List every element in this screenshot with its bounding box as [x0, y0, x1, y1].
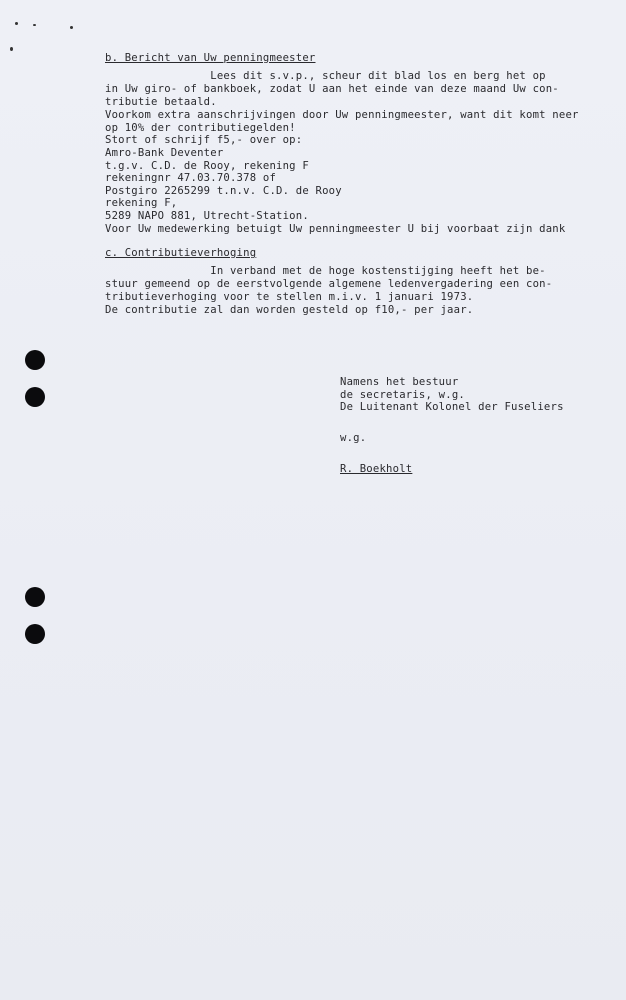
- section-b-line: Amro-Bank Deventer: [105, 147, 224, 159]
- section-b-line: Postgiro 2265299 t.n.v. C.D. de Rooy: [105, 185, 342, 197]
- section-b-line: op 10% der contributiegelden!: [105, 122, 296, 134]
- punch-hole: [25, 587, 45, 607]
- section-b-line: Voor Uw medewerking betuigt Uw penningmeester U bij voorbaat zijn dank: [105, 223, 566, 235]
- section-c-line: tributieverhoging voor te stellen m.i.v. 1 januari 1973.: [105, 291, 474, 303]
- signature-name: R. Boekholt: [340, 463, 413, 475]
- section-b-line: Voorkom extra aanschrijvingen door Uw penningmeester, want dit komt neer: [105, 109, 579, 121]
- section-b-line: Stort of schrijf f5,- over op:: [105, 134, 303, 146]
- section-b-heading: b. Bericht van Uw penningmeester: [105, 52, 316, 64]
- ink-speck: [70, 26, 73, 29]
- signature-wg: w.g.: [340, 432, 367, 444]
- section-b-line: rekeningnr 47.03.70.378 of: [105, 172, 277, 184]
- signature-line: Namens het bestuur: [340, 376, 459, 388]
- section-c-heading: c. Contributieverhoging: [105, 247, 257, 259]
- section-b-line: rekening F,: [105, 197, 178, 209]
- section-c-line: stuur gemeend op de eerstvolgende algemene ledenvergadering een con-: [105, 278, 553, 290]
- section-c-line: De contributie zal dan worden gesteld op f10,- per jaar.: [105, 304, 474, 316]
- signature-line: De Luitenant Kolonel der Fuseliers: [340, 401, 564, 413]
- section-b-line: Lees dit s.v.p., scheur dit blad los en berg het op: [105, 70, 546, 82]
- punch-hole: [25, 350, 45, 370]
- ink-speck: [10, 47, 13, 51]
- section-c-line: In verband met de hoge kostenstijging heeft het be-: [105, 265, 546, 277]
- section-b-line: tributie betaald.: [105, 96, 217, 108]
- punch-hole: [25, 387, 45, 407]
- ink-speck: [33, 24, 36, 26]
- section-b-line: 5289 NAPO 881, Utrecht-Station.: [105, 210, 309, 222]
- section-b-line: t.g.v. C.D. de Rooy, rekening F: [105, 160, 309, 172]
- punch-hole: [25, 624, 45, 644]
- ink-speck: [15, 22, 18, 25]
- signature-line: de secretaris, w.g.: [340, 389, 465, 401]
- section-b-line: in Uw giro- of bankboek, zodat U aan het einde van deze maand Uw con-: [105, 83, 559, 95]
